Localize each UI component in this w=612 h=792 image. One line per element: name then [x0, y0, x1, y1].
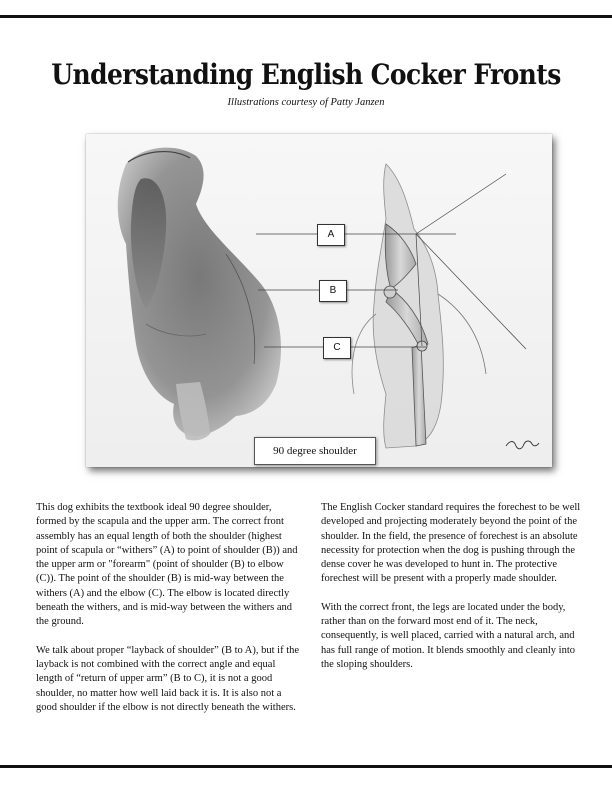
paragraph: The English Cocker standard requires the forechest to be well developed and projecting moderately beyond the point of the shoulder. In the field, the presence of forechest is an absolute necessity for protection when the dog is pushing through the dense cover he was developed to hunt in. The protective forechest will be present with a properly made shoulder. — [321, 502, 581, 585]
dog-front-view — [118, 148, 281, 441]
figure-caption: 90 degree shoulder — [254, 437, 376, 465]
label-b: B — [319, 280, 347, 302]
paragraph: With the correct front, the legs are located under the body, rather than on the forward most end of it. The neck, consequently, is well placed, carried with a natural arch, and has full range of motion. It blends smoothly and cleanly into the sloping shoulders. — [321, 601, 575, 670]
artist-signature-icon — [506, 441, 539, 449]
label-a: A — [317, 224, 345, 246]
top-rule — [0, 15, 612, 18]
illustration-figure — [86, 134, 552, 467]
page-subtitle: Illustrations courtesy of Patty Janzen — [227, 97, 385, 108]
paragraph: This dog exhibits the textbook ideal 90 degree shoulder, formed by the scapula and the upper arm. The correct front assembly has an equal length of both the shoulder (highest point of scapula or “withers” (A) to point of shoulder (B)) and the upper arm or "forearm" (point of shoulder (B) to elbow (C)). The point of the shoulder (B) is mid-way between the withers (A) and the elbow (C). The elbow is located directly beneath the withers, and is mid-way between the withers and the ground. — [36, 502, 298, 628]
paragraph: We talk about proper “layback of shoulder” (B to A), but if the layback is not combined with the correct angle and equal length of “return of upper arm” (B to C), it is not a good shoulder, no matter how well laid back it is. It is also not a good shoulder if the elbow is not directly beneath the withers. — [36, 644, 300, 713]
bottom-rule — [0, 765, 612, 768]
label-c: C — [323, 337, 351, 359]
right-column — [321, 501, 589, 686]
dog-side-skeleton — [352, 164, 486, 448]
page-title: Understanding English Cocker Fronts — [51, 58, 561, 91]
left-column — [36, 501, 304, 729]
